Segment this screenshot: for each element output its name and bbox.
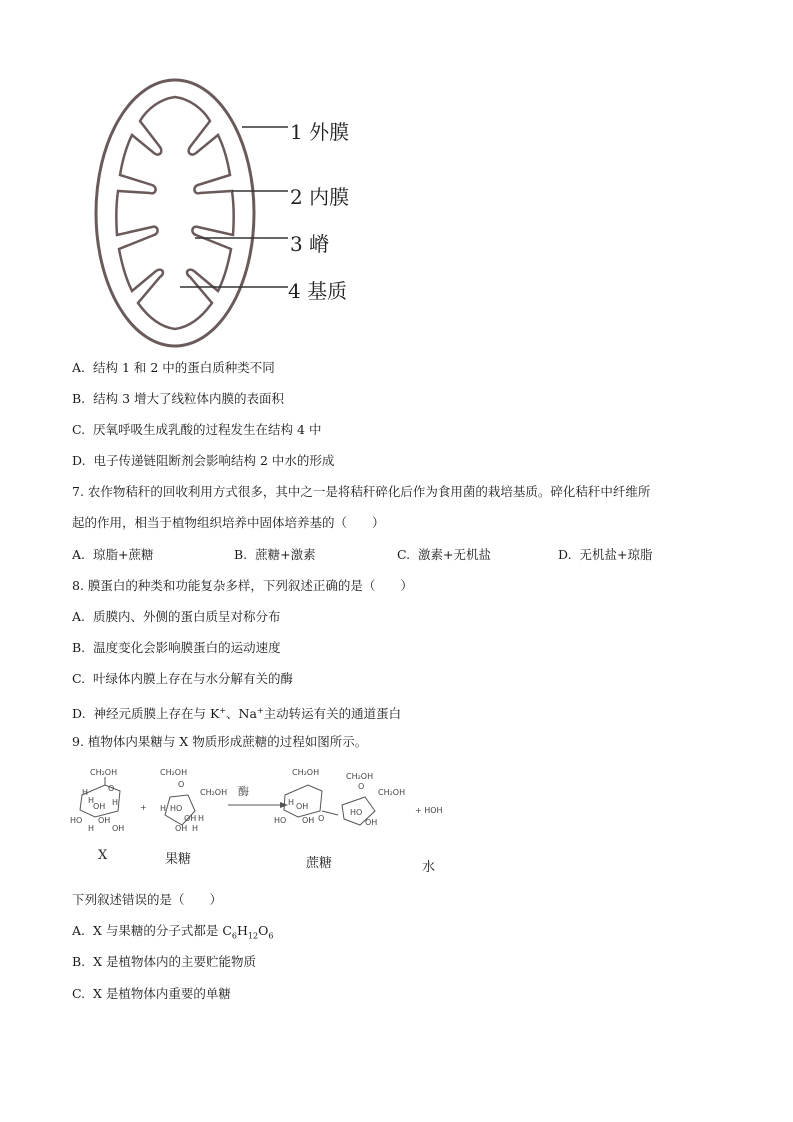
label-number: 2: [290, 185, 303, 209]
superscript: +: [256, 706, 264, 715]
svg-text:OH: OH: [365, 818, 378, 827]
q7-option-c: [397, 547, 491, 563]
svg-text:OH: OH: [112, 824, 125, 833]
label-inner-membrane: [290, 181, 349, 210]
sucrose-structure: [274, 768, 405, 827]
option-text-part: O: [258, 923, 269, 938]
label-number: 3: [290, 232, 303, 256]
option-letter: B.: [72, 954, 86, 969]
q7-option-b: [234, 547, 316, 563]
sucrose-formation-diagram: [60, 765, 460, 845]
q6-option-c: [72, 422, 321, 438]
q6-option-a: [72, 360, 275, 376]
option-text: 厌氧呼吸生成乳酸的过程发生在结构 4 中: [93, 422, 322, 437]
option-text: 叶绿体内膜上存在与水分解有关的酶: [93, 671, 294, 686]
svg-text:HO: HO: [70, 816, 83, 825]
label-text: 外膜: [309, 120, 350, 144]
glucose-structure: [70, 768, 124, 833]
option-letter: C.: [397, 547, 411, 562]
option-letter: D.: [558, 547, 572, 562]
label-sucrose: 蔗糖: [306, 856, 333, 871]
label-cristae: [290, 228, 329, 257]
option-letter: B.: [72, 391, 86, 406]
svg-text:OH: OH: [296, 802, 309, 811]
label-number: 1: [290, 120, 303, 144]
label-number: 4: [288, 279, 301, 303]
svg-text:H: H: [82, 788, 89, 797]
q9-stem: 9. 植物体内果糖与 X 物质形成蔗糖的过程如图所示。: [72, 734, 368, 749]
svg-text:HO: HO: [170, 804, 183, 813]
svg-text:O: O: [318, 814, 325, 823]
svg-text:HO: HO: [274, 816, 287, 825]
svg-text:O: O: [358, 782, 365, 791]
option-letter: B.: [72, 640, 86, 655]
q8-option-a: [72, 609, 280, 625]
svg-text:OH: OH: [175, 824, 188, 833]
svg-text:H: H: [88, 824, 95, 833]
svg-text:CH₂OH: CH₂OH: [160, 768, 188, 777]
option-text-part: X 与果糖的分子式都是 C: [92, 923, 232, 938]
option-text: 无机盐+琼脂: [579, 547, 653, 562]
option-letter: A.: [72, 923, 86, 938]
option-text: 蔗糖+激素: [255, 547, 316, 562]
option-letter: D.: [72, 706, 86, 722]
svg-text:CH₂OH: CH₂OH: [90, 768, 118, 777]
fructose-structure: [160, 768, 227, 833]
option-text-part: 神经元质膜上存在与 K: [93, 706, 220, 722]
q7-option-d: [558, 547, 653, 563]
q6-option-d: [72, 453, 334, 469]
option-text-part: 主动转运有关的通道蛋白: [263, 706, 402, 722]
label-outer-membrane: [290, 116, 349, 145]
water-formula: + HOH: [415, 806, 443, 815]
svg-text:CH₂OH: CH₂OH: [200, 788, 228, 797]
label-text: 内膜: [309, 185, 350, 209]
q8-option-b: [72, 640, 281, 656]
q8-option-d: [72, 703, 401, 722]
q9-option-b: [72, 954, 256, 970]
plus-sign: +: [140, 803, 147, 812]
svg-text:OH: OH: [93, 802, 106, 811]
label-matrix: [288, 275, 347, 304]
q8-stem: 8. 膜蛋白的种类和功能复杂多样，下列叙述正确的是（ ）: [72, 578, 413, 593]
option-letter: A.: [72, 360, 86, 375]
option-text: 琼脂+蔗糖: [92, 547, 154, 562]
q9-option-a: [72, 923, 273, 945]
enzyme-label: 酶: [238, 785, 249, 798]
option-text: 温度变化会影响膜蛋白的运动速度: [93, 640, 281, 655]
svg-text:OH: OH: [98, 816, 111, 825]
label-text: 嵴: [309, 232, 330, 256]
svg-text:H: H: [160, 804, 167, 813]
label-fructose: 果糖: [165, 852, 192, 867]
option-text: 激素+无机盐: [418, 547, 492, 562]
option-text: 结构 1 和 2 中的蛋白质种类不同: [92, 360, 275, 375]
svg-text:CH₂OH: CH₂OH: [346, 772, 374, 781]
option-text: 电子传递链阻断剂会影响结构 2 中水的形成: [93, 453, 335, 468]
option-letter: D.: [72, 453, 86, 468]
option-letter: C.: [72, 422, 86, 437]
svg-text:CH₂OH: CH₂OH: [378, 788, 406, 797]
option-text: X 是植物体内重要的单糖: [93, 986, 231, 1001]
option-text: X 是植物体内的主要贮能物质: [93, 954, 256, 969]
q6-option-b: [72, 391, 284, 407]
svg-text:OH: OH: [184, 814, 197, 823]
option-letter: B.: [234, 547, 248, 562]
svg-text:O: O: [178, 780, 185, 789]
svg-text:HO: HO: [350, 808, 363, 817]
q7-stem-line-1: 7. 农作物秸秆的回收利用方式很多，其中之一是将秸秆碎化后作为食用菌的栽培基质。碎化秸秆中纤维所: [72, 484, 651, 499]
superscript: +: [219, 706, 227, 715]
option-text-part: 、Na: [226, 706, 257, 722]
option-text-part: H: [236, 923, 248, 938]
label-text: 基质: [307, 279, 348, 303]
option-letter: C.: [72, 986, 86, 1001]
svg-text:H: H: [198, 814, 205, 823]
label-water: 水: [422, 860, 436, 875]
q9-option-c: [72, 986, 231, 1002]
q7-option-a: [72, 547, 153, 563]
option-text: 结构 3 增大了线粒体内膜的表面积: [93, 391, 285, 406]
option-letter: A.: [72, 609, 86, 624]
svg-text:H: H: [288, 798, 295, 807]
svg-text:H: H: [192, 824, 199, 833]
option-letter: C.: [72, 671, 86, 686]
outer-membrane-shape: [96, 80, 254, 346]
q7-stem-line-2: 起的作用，相当于植物组织培养中固体培养基的（ ）: [72, 515, 385, 530]
option-letter: A.: [72, 547, 86, 562]
svg-text:H: H: [112, 798, 119, 807]
q8-option-c: [72, 671, 293, 687]
q9-sub-stem: 下列叙述错误的是（ ）: [72, 892, 223, 907]
svg-text:OH: OH: [302, 816, 315, 825]
subscript: 6: [231, 931, 237, 941]
subscript: 6: [268, 931, 274, 941]
option-text: 质膜内、外侧的蛋白质呈对称分布: [92, 609, 281, 624]
svg-text:H: H: [88, 796, 95, 805]
subscript: 12: [247, 931, 259, 941]
inner-membrane-shape: [116, 97, 233, 329]
label-x: X: [98, 848, 108, 863]
svg-text:O: O: [108, 784, 115, 793]
svg-text:CH₂OH: CH₂OH: [292, 768, 320, 777]
